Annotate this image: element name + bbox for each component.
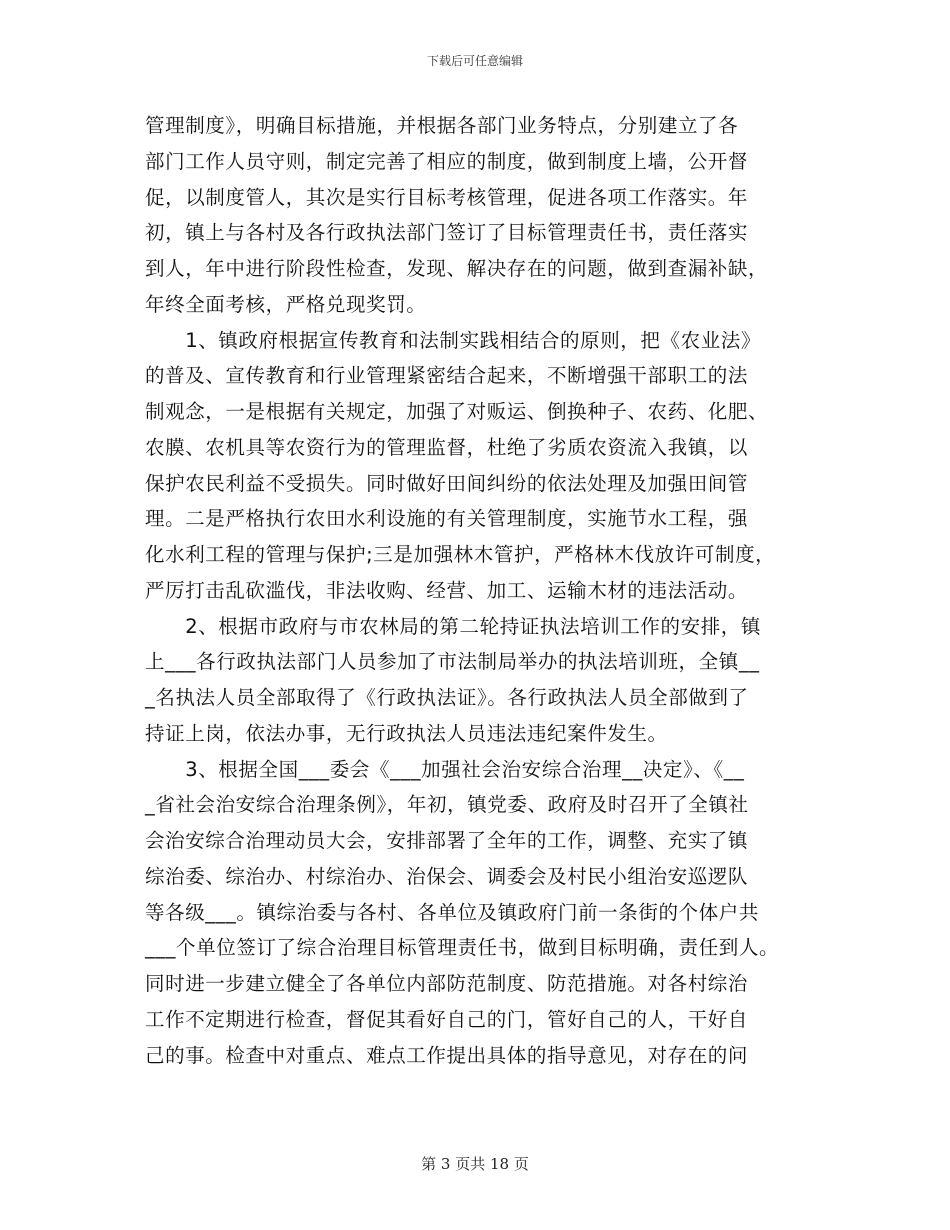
text-line: 部门工作人员守则，制定完善了相应的制度，做到制度上墙，公开督	[145, 149, 749, 173]
document-body	[145, 108, 825, 1073]
text-line: _名执法人员全部取得了《行政执法证》。各行政执法人员全部做到了	[145, 686, 749, 709]
text-line: 管理制度》，明确目标措施，并根据各部门业务特点，分别建立了各	[145, 114, 739, 137]
text-line: 化水利工程的管理与保护;三是加强林木管护，严格林木伐放许可制度，	[145, 543, 776, 566]
text-line: 1、镇政府根据宣传教育和法制实践相结合的原则，把《农业法》	[145, 328, 762, 352]
page-header: 下载后可任意编辑	[426, 54, 523, 68]
page-footer: 第 3 页共 18 页	[421, 1155, 529, 1173]
text-line: 促，以制度管人，其次是实行目标考核管理，促进各项工作落实。年	[145, 185, 749, 209]
text-line: 的普及、宣传教育和行业管理紧密结合起来，不断增强干部职工的法	[145, 364, 749, 388]
text-line: 农膜、农机具等农资行为的管理监督，杜绝了劣质农资流入我镇，以	[145, 435, 749, 459]
text-line: 严厉打击乱砍滥伐，非法收购、经营、加工、运输木材的违法活动。	[145, 578, 749, 602]
text-line: 初，镇上与各村及各行政执法部门签订了目标管理责任书，责任落实	[145, 221, 749, 245]
text-line: 工作不定期进行检查，督促其看好自己的门，管好自己的人，干好自	[145, 1007, 749, 1031]
text-line: 3、根据全国___委会《___加强社会治安综合治理__决定》、《__	[145, 757, 745, 781]
text-line: _省社会治安综合治理条例》，年初，镇党委、政府及时召开了全镇社	[145, 793, 749, 817]
text-line: 等各级___。镇综治委与各村、各单位及镇政府门前一条街的个体户共	[145, 900, 759, 924]
text-line: 同时进一步建立健全了各单位内部防范制度、防范措施。对各村综治	[145, 972, 749, 995]
text-line: 到人，年中进行阶段性检查，发现、解决存在的问题，做到查漏补缺，	[145, 257, 769, 280]
text-line: 保护农民利益不受损失。同时做好田间纠纷的依法处理及加强田间管	[145, 471, 749, 495]
text-line: 会治安综合治理动员大会，安排部署了全年的工作，调整、充实了镇	[145, 829, 749, 852]
text-line: 年终全面考核，严格兑现奖罚。	[145, 292, 427, 316]
text-line: 上___各行政执法部门人员参加了市法制局举办的执法培训班，全镇__	[145, 650, 760, 674]
text-line: 持证上岗，依法办事，无行政执法人员违法违纪案件发生。	[145, 721, 668, 745]
text-line: ___个单位签订了综合治理目标管理责任书，做到目标明确，责任到人。	[145, 936, 780, 960]
text-line: 制观念，一是根据有关规定，加强了对贩运、倒换种子、农药、化肥、	[145, 400, 769, 423]
text-line: 2、根据市政府与市农林局的第二轮持证执法培训工作的安排，镇	[145, 614, 762, 638]
text-line: 己的事。检查中对重点、难点工作提出具体的指导意见，对存在的问	[145, 1043, 749, 1067]
text-line: 理。二是严格执行农田水利设施的有关管理制度，实施节水工程，强	[145, 507, 749, 531]
text-line: 综治委、综治办、村综治办、治保会、调委会及村民小组治安巡逻队	[145, 864, 749, 888]
